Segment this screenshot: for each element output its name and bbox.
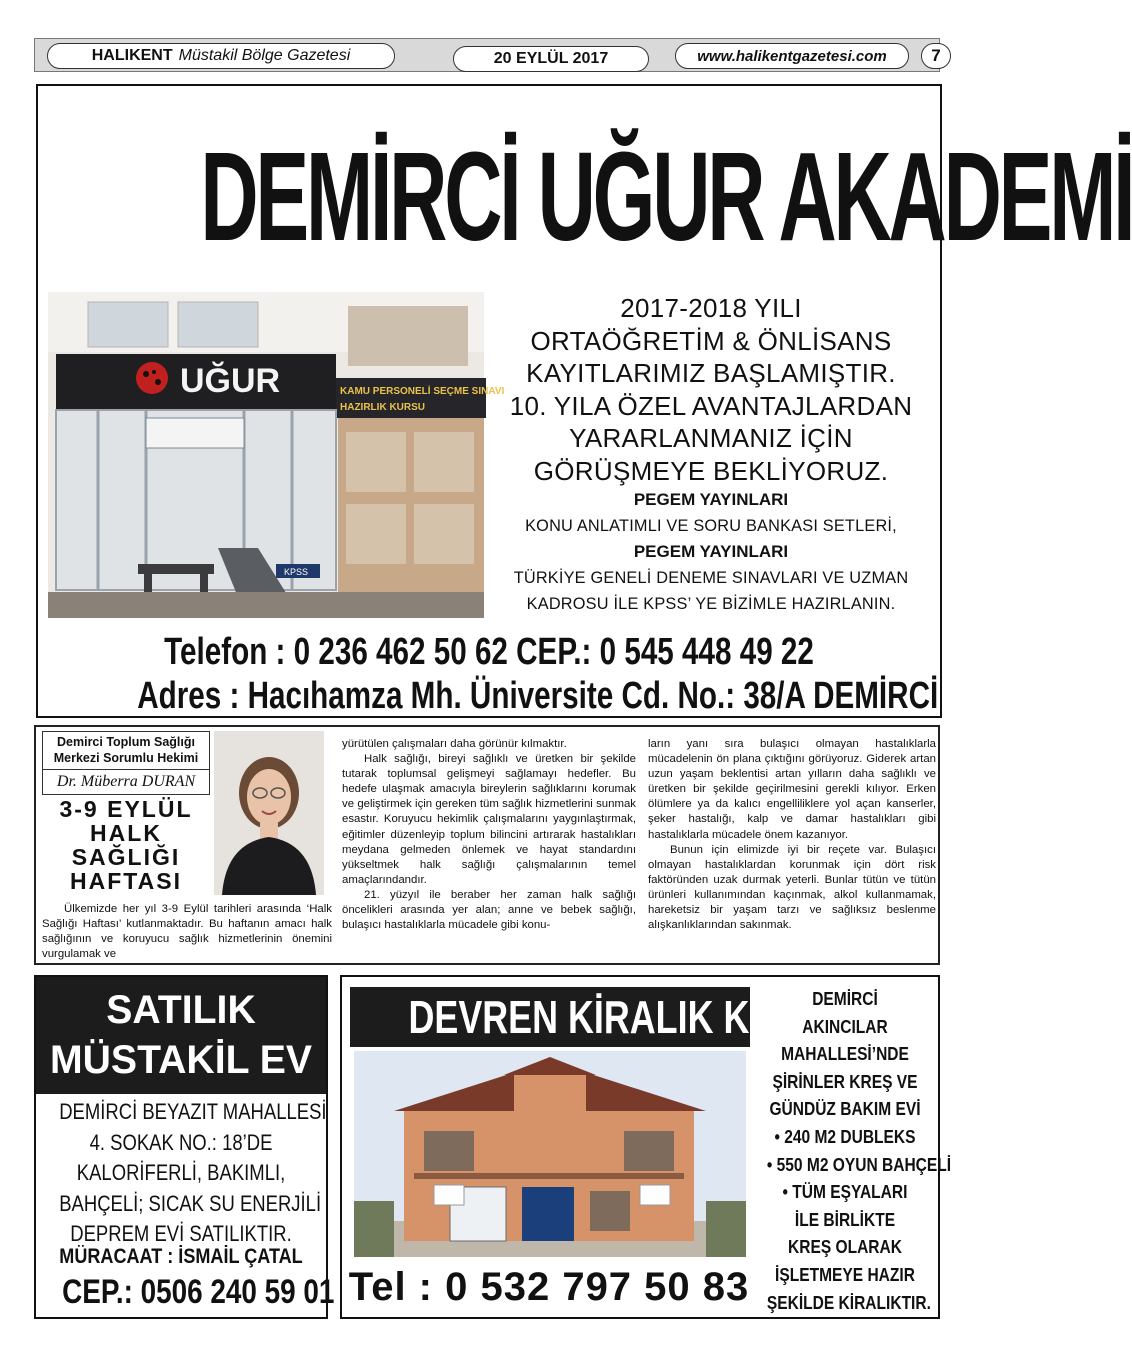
article-paragraph: yürütülen çalışmaları daha görünür kılmaktır. <box>342 738 567 750</box>
academy-line: YARARLANMANIZ İÇİN <box>569 423 853 453</box>
house-ad-contact: MÜRACAAT : İSMAİL ÇATAL <box>59 1245 303 1268</box>
nursery-building-photo <box>354 1051 746 1257</box>
house-ad-details <box>36 1097 326 1250</box>
article-paragraph: Ülkemizde her yıl 3-9 Eylül tarihleri arasında ‘Halk Sağlığı Haftası’ kutlanmaktadır. Bu haftanın amacı halk sağlığının ve koruyucu sağlık hizmetlerinin önemini vurgulamak ve <box>42 903 332 961</box>
author-portrait <box>214 731 324 895</box>
storefront-banner-2: HAZIRLIK KURSU <box>340 402 425 413</box>
house-ad-phone: CEP.: 0506 240 59 01 <box>62 1273 335 1311</box>
nursery-ad-title-text: DEVREN KİRALIK KREŞ <box>408 991 824 1043</box>
website-link[interactable]: www.halikentgazetesi.com <box>675 43 909 69</box>
pegem-heading: PEGEM YAYINLARI <box>633 490 789 509</box>
nursery-ad-details <box>752 985 952 1316</box>
article-paragraph: Halk sağlığı, bireyi sağlıklı ve üretken bir şekilde tutarak toplumsal gelişmeyi sağlamayı hedefler. Bu hedefe ulaşmak amacıyla bireylerin sağlıklarını korumak ve geliştirmek için gereken tüm sağlık hizmetlerini sunmak esastır. Koruyucu hekimlik çalışmalarını yaygınlaştırmak, eğitimler düzenleyip toplum bilincini artırarak hastalıkları meydana gelmeden önlemek ve hayat standardını yükseltmek halk sağlığı çalışmalarının temel amaçlarındandır. <box>342 753 636 886</box>
nursery-ad-line: MAHALLESİ’NDE <box>781 1043 909 1065</box>
academy-phone: Telefon : 0 236 462 50 62 CEP.: 0 545 448 49 22 <box>164 631 814 673</box>
house-ad-title-line: MÜSTAKİL EV <box>49 1038 313 1082</box>
storefront-sign-text: UĞUR <box>180 362 281 400</box>
nursery-ad-line: • TÜM EŞYALARI <box>782 1181 908 1203</box>
nursery-ad-line: ŞİRİNLER KREŞ VE <box>772 1070 918 1092</box>
paper-name-pill <box>47 43 395 69</box>
author-byline <box>42 731 210 795</box>
storefront-banner-1: KAMU PERSONELİ SEÇME SINAVI <box>340 386 505 397</box>
pegem-description: TÜRKİYE GENELİ DENEME SINAVLARI VE UZMAN <box>513 568 909 587</box>
paper-name: HALIKENT <box>91 47 173 64</box>
academy-ad-text <box>486 292 936 617</box>
house-ad-line: 4. SOKAK NO.: 18’DE <box>89 1129 273 1155</box>
page-number: 7 <box>921 43 951 69</box>
headline-line: 3-9 EYLÜL <box>59 796 193 822</box>
page-header <box>34 38 940 72</box>
nursery-ad-line: GÜNDÜZ BAKIM EVİ <box>769 1098 921 1120</box>
house-for-sale-ad <box>34 975 335 1319</box>
nursery-ad-line: KREŞ OLARAK <box>788 1236 902 1258</box>
academy-ad-title: DEMİRCİ UĞUR AKADEMİ <box>200 126 1132 267</box>
academy-line: 2017-2018 YILI <box>620 293 802 323</box>
nursery-ad-line: • 240 M2 DUBLEKS <box>774 1125 916 1147</box>
pegem-description: KONU ANLATIMLI VE SORU BANKASI SETLERİ, <box>525 516 897 535</box>
nursery-ad-line: İLE BİRLİKTE <box>794 1208 896 1230</box>
house-ad-line: KALORİFERLİ, BAKIMLI, <box>76 1160 286 1185</box>
nursery-ad-line: ŞEKİLDE KİRALIKTIR. <box>766 1291 931 1313</box>
article-paragraph: 21. yüzyıl ile beraber her zaman halk sağlığı öncelikleri arasında yer alan; anne ve bebek sağlığı, bulaşıcı hastalıklarla mücadele gibi konu- <box>342 888 636 932</box>
academy-storefront-photo <box>48 292 505 618</box>
academy-ad <box>36 84 1132 718</box>
house-ad-title-line: SATILIK <box>106 988 256 1032</box>
academy-line: ORTAÖĞRETİM & ÖNLİSANS <box>530 325 892 356</box>
nursery-ad-title <box>350 987 824 1047</box>
article-paragraph: Bunun için elimizde iyi bir reçete var. Bulaşıcı olmayan hastalıklardan korunmak için dört risk faktöründen uzak durmak yeterli. Bunlar tütün ve tütün ürünleri kullanımından kaçınmak, alkol kullanmamak, hareketsiz bir yaşam tarzı ve sağlıksız beslenme alışkanlıklarından sakınmak. <box>648 843 936 932</box>
article-column-3 <box>648 737 936 933</box>
ladybug-icon <box>136 362 168 394</box>
academy-address: Adres : Hacıhamza Mh. Üniversite Cd. No.: 38/A DEMİRCİ <box>137 675 939 717</box>
nursery-rental-ad <box>340 975 952 1319</box>
paper-subtitle: Müstakil Bölge Gazetesi <box>178 47 351 64</box>
article-headline <box>42 797 210 893</box>
storefront-kpss-text: KPSS <box>284 567 309 577</box>
house-ad-line: DEMİRCİ BEYAZIT MAHALLESİ <box>59 1099 327 1124</box>
article-column-2 <box>342 737 636 933</box>
headline-line: SAĞLIĞI <box>71 844 181 870</box>
headline-line: HAFTASI <box>70 868 182 894</box>
nursery-ad-line: AKINCILAR <box>802 1015 888 1037</box>
author-role-line: Merkezi Sorumlu Hekimi <box>53 751 199 765</box>
article-column-1 <box>42 902 332 962</box>
house-ad-line: BAHÇELİ; SICAK SU ENERJİLİ <box>59 1190 322 1216</box>
article-paragraph: ların yanı sıra bulaşıcı olmayan hastalıklarla mücadelenin ön plana çıktığını görüyoruz. Giderek artan uzun yaşam beklentisi artan yılların daha sağlıklı ve üretken bir şekilde geçirilmesini gerekli kılıyor. Erken ölümlere ya da kalıcı engelliliklere yol açan kanserler, şeker hastalığı, kalp ve damar hastalıkları gibi hastalıklarla mücadele önem kazanıyor. <box>648 738 936 841</box>
nursery-ad-line: DEMİRCİ <box>812 988 878 1009</box>
pegem-heading: PEGEM YAYINLARI <box>633 542 789 561</box>
author-name: Dr. Müberra DURAN <box>43 769 209 794</box>
headline-line: HALK <box>90 820 162 846</box>
house-ad-title <box>36 977 326 1094</box>
pegem-description: KADROSU İLE KPSS’ YE BİZİMLE HAZIRLANIN. <box>526 594 896 613</box>
nursery-ad-line: • 550 M2 OYUN BAHÇELİ <box>766 1153 952 1175</box>
author-role-line: Demirci Toplum Sağlığı <box>57 735 195 749</box>
issue-date: 20 EYLÜL 2017 <box>453 46 649 72</box>
academy-line: 10. YILA ÖZEL AVANTAJLARDAN <box>509 390 913 421</box>
health-week-article <box>34 725 940 965</box>
academy-line: GÖRÜŞMEYE BEKLİYORUZ. <box>533 455 889 486</box>
nursery-ad-line: İŞLETMEYE HAZIR <box>775 1263 915 1285</box>
academy-line: KAYITLARIMIZ BAŞLAMIŞTIR. <box>526 358 896 388</box>
nursery-ad-phone: Tel : 0 532 797 50 83 <box>348 1265 750 1309</box>
house-ad-line: DEPREM EVİ SATILIKTIR. <box>70 1221 292 1246</box>
